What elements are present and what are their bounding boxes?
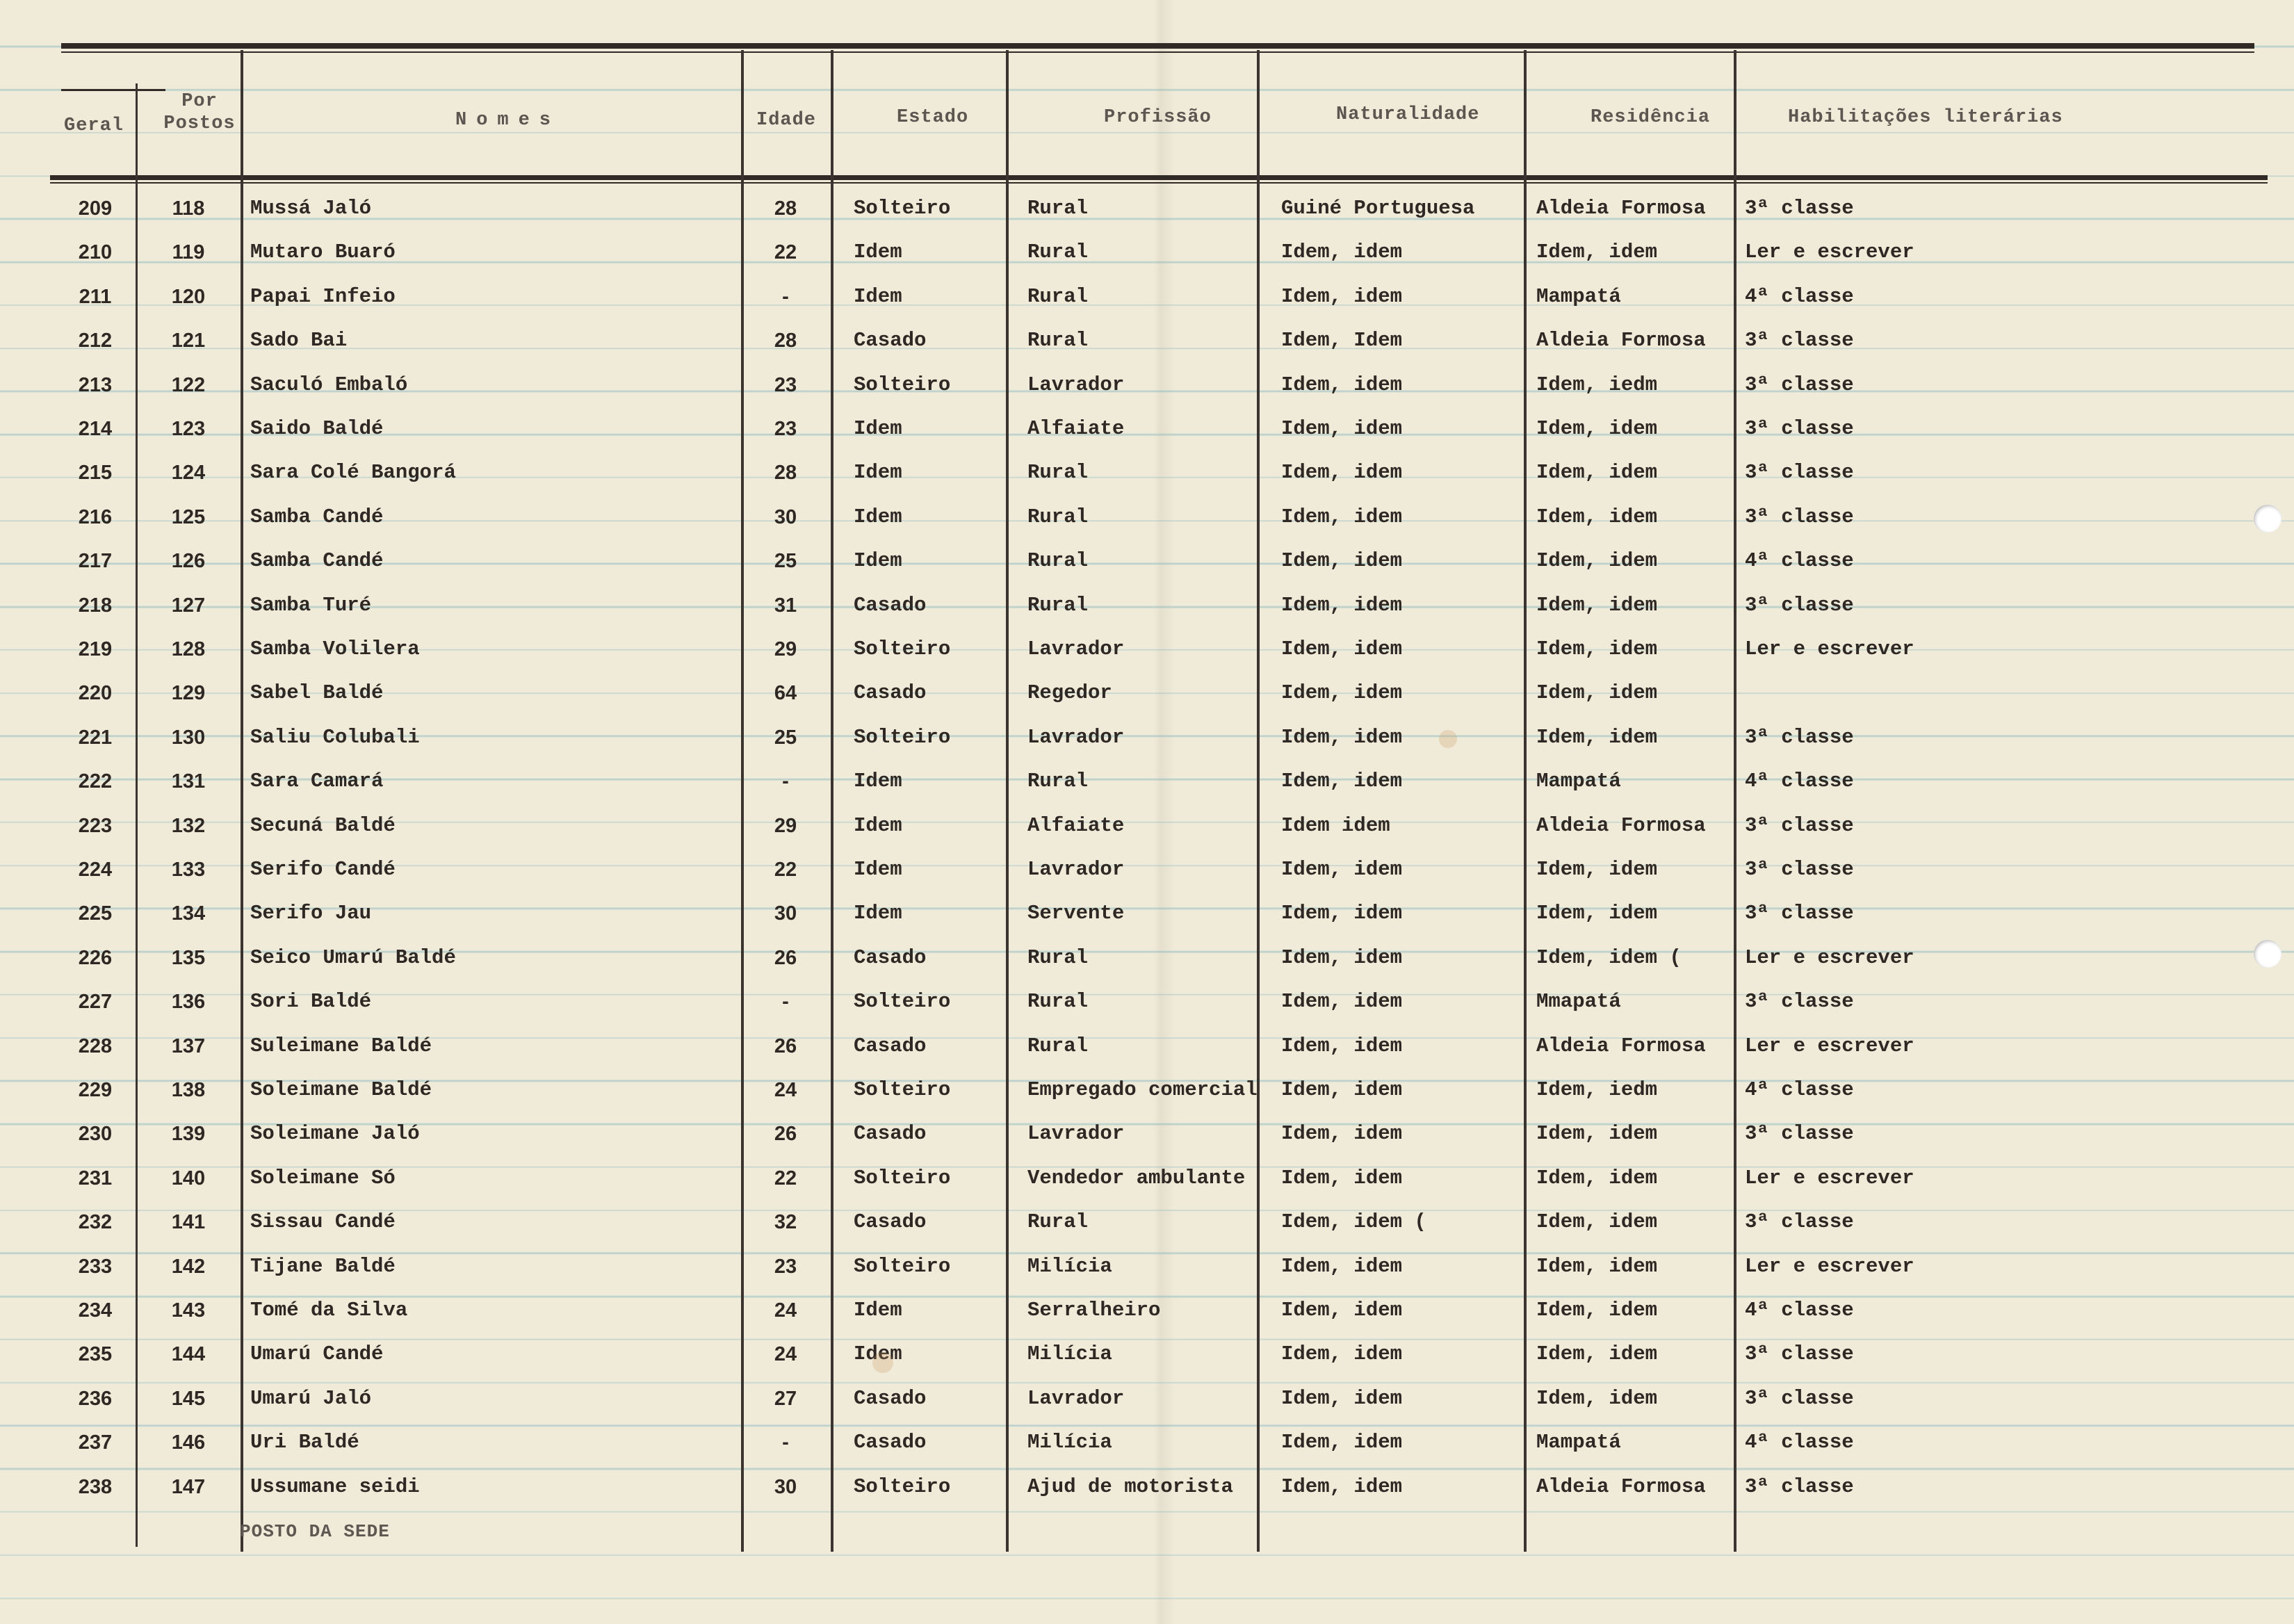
cell-profissao: Empregado comercial [1027, 1078, 1258, 1101]
cell-posto: 146 [171, 1431, 206, 1454]
cell-posto: 135 [171, 946, 206, 969]
cell-habilitacoes: 3ª classe [1745, 1475, 1854, 1498]
cell-idade: 23 [774, 418, 797, 440]
cell-geral: 217 [78, 550, 113, 573]
cell-nome: Saculó Embaló [250, 373, 408, 396]
cell-geral: 237 [78, 1431, 113, 1454]
cell-estado: Casado [854, 1210, 927, 1234]
col-divider-habilitacoes [1734, 50, 1736, 1552]
cell-habilitacoes: 3ª classe [1745, 461, 1854, 485]
cell-nome: Mussá Jaló [250, 197, 372, 220]
cell-geral: 229 [78, 1079, 113, 1101]
cell-posto: 125 [171, 505, 206, 528]
cell-residencia: Mampatá [1536, 770, 1621, 793]
top-rule [61, 43, 2254, 49]
cell-posto: 137 [171, 1034, 206, 1057]
cell-estado: Casado [854, 681, 927, 705]
cell-geral: 226 [78, 946, 113, 969]
cell-nome: Umarú Candé [250, 1342, 384, 1366]
cell-naturalidade: Idem, idem [1281, 549, 1403, 573]
cell-profissao: Rural [1027, 770, 1089, 793]
cell-profissao: Serralheiro [1027, 1299, 1161, 1322]
cell-estado: Casado [854, 1034, 927, 1057]
cell-posto: 136 [171, 991, 206, 1014]
cell-naturalidade: Idem, idem [1281, 1078, 1403, 1101]
cell-naturalidade: Idem, idem [1281, 1034, 1403, 1057]
cell-residencia: Aldeia Formosa [1536, 1034, 1706, 1057]
cell-naturalidade: Idem, idem [1281, 1386, 1403, 1410]
cell-profissao: Rural [1027, 1034, 1089, 1057]
cell-posto: 142 [171, 1255, 206, 1278]
cell-idade: 23 [774, 373, 797, 396]
cell-geral: 225 [78, 902, 113, 925]
header-por-postos: Por Postos [163, 91, 236, 134]
cell-habilitacoes: 4ª classe [1745, 1431, 1854, 1454]
cell-idade: - [782, 285, 789, 308]
header-profissao: Profissão [1104, 107, 1212, 128]
cell-profissao: Lavrador [1027, 373, 1125, 396]
cell-habilitacoes: 3ª classe [1745, 593, 1854, 617]
cell-habilitacoes: 3ª classe [1745, 902, 1854, 925]
cell-geral: 238 [78, 1475, 113, 1498]
cell-posto: 129 [171, 682, 206, 705]
cell-geral: 210 [78, 241, 113, 264]
stain [1439, 730, 1457, 748]
cell-profissao: Alfaiate [1027, 813, 1125, 837]
cell-profissao: Rural [1027, 284, 1089, 308]
cell-estado: Solteiro [854, 990, 951, 1014]
cell-habilitacoes: Ler e escrever [1745, 1166, 1914, 1189]
cell-estado: Idem [854, 461, 902, 485]
cell-idade: - [782, 991, 789, 1014]
cell-habilitacoes: 3ª classe [1745, 505, 1854, 528]
cell-habilitacoes: 4ª classe [1745, 1299, 1854, 1322]
cell-naturalidade: Idem, idem [1281, 373, 1403, 396]
geral-underline [61, 89, 165, 91]
cell-habilitacoes: 4ª classe [1745, 549, 1854, 573]
cell-residencia: Idem, idem [1536, 1342, 1658, 1366]
cell-habilitacoes: 3ª classe [1745, 1210, 1854, 1234]
cell-idade: 24 [774, 1079, 797, 1101]
header-residencia: Residência [1591, 107, 1711, 128]
cell-residencia: Aldeia Formosa [1536, 329, 1706, 352]
cell-estado: Idem [854, 813, 902, 837]
cell-habilitacoes: 4ª classe [1745, 284, 1854, 308]
cell-habilitacoes: Ler e escrever [1745, 638, 1914, 660]
cell-geral: 233 [78, 1255, 113, 1278]
cell-nome: Papai Infeio [250, 284, 396, 308]
cell-idade: 26 [774, 1034, 797, 1057]
cell-residencia: Idem, idem [1536, 417, 1658, 440]
cell-estado: Casado [854, 329, 927, 352]
cell-habilitacoes: 3ª classe [1745, 197, 1854, 220]
cell-profissao: Lavrador [1027, 1386, 1125, 1410]
cell-estado: Casado [854, 1386, 927, 1410]
cell-residencia: Idem, iedm [1536, 1078, 1658, 1101]
cell-estado: Solteiro [854, 373, 951, 396]
cell-idade: 64 [774, 682, 797, 705]
cell-residencia: Idem, idem [1536, 549, 1658, 573]
cell-naturalidade: Idem, idem [1281, 1254, 1403, 1278]
header-naturalidade: Naturalidade [1336, 104, 1480, 125]
cell-naturalidade: Idem, idem [1281, 417, 1403, 440]
cell-profissao: Regedor [1027, 681, 1112, 705]
cell-nome: Sori Baldé [250, 990, 372, 1014]
cell-posto: 130 [171, 726, 206, 749]
cell-profissao: Milícia [1027, 1431, 1112, 1454]
cell-posto: 119 [172, 241, 205, 264]
cell-residencia: Idem, idem [1536, 1299, 1658, 1322]
cell-residencia: Idem, iedm [1536, 373, 1658, 396]
stain [872, 1352, 893, 1373]
cell-profissao: Rural [1027, 505, 1089, 528]
cell-idade: 30 [774, 505, 797, 528]
cell-posto: 120 [171, 285, 206, 308]
cell-geral: 220 [78, 682, 113, 705]
cell-estado: Idem [854, 284, 902, 308]
cell-geral: 213 [78, 373, 113, 396]
cell-posto: 124 [171, 462, 206, 485]
cell-nome: Sara Camará [250, 770, 384, 793]
cell-geral: 231 [78, 1167, 113, 1189]
cell-estado: Casado [854, 1431, 927, 1454]
cell-residencia: Idem, idem [1536, 1254, 1658, 1278]
cell-posto: 143 [171, 1299, 206, 1322]
cell-estado: Casado [854, 593, 927, 617]
footer-posto-da-sede: POSTO DA SEDE [240, 1521, 390, 1542]
cell-geral: 209 [78, 197, 113, 220]
cell-habilitacoes: Ler e escrever [1745, 1034, 1914, 1057]
header-idade: Idade [756, 110, 817, 131]
cell-naturalidade: Idem, idem [1281, 681, 1403, 705]
cell-naturalidade: Idem, idem [1281, 1342, 1403, 1366]
header-rule-thin [50, 182, 2268, 184]
cell-residencia: Idem, idem [1536, 1122, 1658, 1146]
cell-habilitacoes: 3ª classe [1745, 1386, 1854, 1410]
cell-posto: 138 [171, 1079, 206, 1101]
cell-geral: 214 [78, 418, 113, 440]
cell-estado: Idem [854, 902, 902, 925]
cell-posto: 123 [171, 418, 206, 440]
header-rule [50, 175, 2268, 180]
cell-residencia: Mampatá [1536, 1431, 1621, 1454]
cell-idade: 24 [774, 1343, 797, 1366]
cell-idade: 26 [774, 1123, 797, 1146]
header-geral: Geral [64, 115, 124, 136]
cell-posto: 147 [171, 1475, 206, 1498]
cell-nome: Samba Candé [250, 549, 384, 573]
cell-naturalidade: Idem, idem [1281, 593, 1403, 617]
cell-naturalidade: Idem, idem [1281, 990, 1403, 1014]
cell-estado: Solteiro [854, 1475, 951, 1498]
cell-estado: Idem [854, 549, 902, 573]
cell-naturalidade: Idem, idem [1281, 1122, 1403, 1146]
cell-naturalidade: Idem, idem [1281, 638, 1403, 660]
cell-idade: 29 [774, 638, 797, 660]
cell-nome: Sabel Baldé [250, 681, 384, 705]
cell-estado: Casado [854, 945, 927, 969]
cell-nome: Seico Umarú Baldé [250, 945, 456, 969]
cell-residencia: Idem, idem [1536, 593, 1658, 617]
cell-naturalidade: Idem, idem [1281, 241, 1403, 264]
header-estado: Estado [897, 107, 969, 128]
cell-geral: 221 [78, 726, 113, 749]
cell-residencia: Idem, idem [1536, 241, 1658, 264]
cell-nome: Ussumane seidi [250, 1475, 420, 1498]
cell-estado: Idem [854, 417, 902, 440]
cell-profissao: Ajud de motorista [1027, 1475, 1233, 1498]
cell-profissao: Milícia [1027, 1254, 1112, 1278]
cell-profissao: Lavrador [1027, 858, 1125, 881]
cell-idade: 22 [774, 241, 797, 264]
cell-geral: 235 [78, 1343, 113, 1366]
cell-idade: 30 [774, 902, 797, 925]
cell-habilitacoes: 3ª classe [1745, 725, 1854, 749]
cell-habilitacoes: 4ª classe [1745, 770, 1854, 793]
cell-nome: Soleimane Baldé [250, 1078, 432, 1101]
cell-estado: Idem [854, 1342, 902, 1366]
cell-profissao: Vendedor ambulante [1027, 1166, 1246, 1189]
cell-nome: Samba Volilera [250, 638, 420, 660]
cell-posto: 134 [171, 902, 206, 925]
cell-geral: 218 [78, 594, 113, 617]
cell-estado: Idem [854, 1299, 902, 1322]
cell-posto: 145 [171, 1387, 206, 1410]
cell-naturalidade: Idem, idem [1281, 284, 1403, 308]
cell-estado: Idem [854, 505, 902, 528]
cell-profissao: Rural [1027, 241, 1089, 264]
cell-habilitacoes: 3ª classe [1745, 1122, 1854, 1146]
cell-geral: 215 [78, 462, 113, 485]
cell-naturalidade: Idem, idem [1281, 902, 1403, 925]
cell-posto: 139 [171, 1123, 206, 1146]
cell-idade: 28 [774, 462, 797, 485]
cell-residencia: Idem, idem [1536, 461, 1658, 485]
cell-naturalidade: Idem, idem [1281, 725, 1403, 749]
cell-posto: 144 [171, 1343, 206, 1366]
cell-habilitacoes: 3ª classe [1745, 1342, 1854, 1366]
cell-profissao: Rural [1027, 329, 1089, 352]
cell-naturalidade: Idem, idem [1281, 770, 1403, 793]
cell-posto: 126 [171, 550, 206, 573]
cell-estado: Casado [854, 1122, 927, 1146]
cell-naturalidade: Guiné Portuguesa [1281, 197, 1475, 220]
cell-residencia: Aldeia Formosa [1536, 813, 1706, 837]
cell-habilitacoes: 3ª classe [1745, 373, 1854, 396]
cell-naturalidade: Idem, idem [1281, 1299, 1403, 1322]
cell-estado: Solteiro [854, 197, 951, 220]
punch-hole [2254, 505, 2281, 533]
cell-residencia: Mmapatá [1536, 990, 1621, 1014]
cell-naturalidade: Idem, idem [1281, 461, 1403, 485]
cell-estado: Idem [854, 770, 902, 793]
cell-residencia: Idem, idem [1536, 681, 1658, 705]
punch-hole [2254, 940, 2281, 968]
cell-habilitacoes: 3ª classe [1745, 329, 1854, 352]
cell-posto: 140 [171, 1167, 206, 1189]
cell-idade: 26 [774, 946, 797, 969]
cell-profissao: Milícia [1027, 1342, 1112, 1366]
cell-nome: Umarú Jaló [250, 1386, 372, 1410]
cell-nome: Sado Bai [250, 329, 348, 352]
cell-posto: 127 [171, 594, 206, 617]
cell-geral: 224 [78, 859, 113, 881]
cell-nome: Tomé da Silva [250, 1299, 408, 1322]
cell-habilitacoes: 3ª classe [1745, 813, 1854, 837]
cell-idade: - [782, 770, 789, 793]
cell-nome: Sissau Candé [250, 1210, 396, 1234]
cell-posto: 128 [171, 638, 206, 660]
cell-naturalidade: Idem, idem [1281, 1166, 1403, 1189]
cell-estado: Solteiro [854, 1166, 951, 1189]
cell-nome: Saido Baldé [250, 417, 384, 440]
cell-geral: 222 [78, 770, 113, 793]
cell-nome: Secuná Baldé [250, 813, 396, 837]
col-divider-estado [831, 50, 833, 1552]
cell-idade: - [782, 1431, 789, 1454]
cell-naturalidade: Idem, Idem [1281, 329, 1403, 352]
cell-nome: Soleimane Só [250, 1166, 396, 1189]
cell-residencia: Aldeia Formosa [1536, 197, 1706, 220]
cell-estado: Idem [854, 858, 902, 881]
cell-idade: 28 [774, 197, 797, 220]
cell-residencia: Idem, idem [1536, 638, 1658, 660]
cell-idade: 28 [774, 330, 797, 352]
cell-estado: Solteiro [854, 638, 951, 660]
cell-nome: Saliu Colubali [250, 725, 420, 749]
col-divider-profissao [1006, 50, 1009, 1552]
cell-estado: Idem [854, 241, 902, 264]
cell-habilitacoes: 3ª classe [1745, 990, 1854, 1014]
cell-profissao: Lavrador [1027, 1122, 1125, 1146]
cell-geral: 228 [78, 1034, 113, 1057]
header-habilitacoes: Habilitações literárias [1788, 107, 2063, 128]
cell-habilitacoes: 4ª classe [1745, 1078, 1854, 1101]
cell-profissao: Rural [1027, 549, 1089, 573]
cell-geral: 211 [79, 285, 112, 308]
cell-nome: Serifo Candé [250, 858, 396, 881]
cell-profissao: Lavrador [1027, 725, 1125, 749]
cell-residencia: Idem, idem [1536, 1386, 1658, 1410]
cell-geral: 230 [78, 1123, 113, 1146]
cell-profissao: Rural [1027, 197, 1089, 220]
cell-geral: 216 [78, 505, 113, 528]
cell-geral: 232 [78, 1211, 113, 1234]
cell-naturalidade: Idem, idem [1281, 858, 1403, 881]
cell-habilitacoes: Ler e escrever [1745, 1254, 1914, 1278]
cell-idade: 29 [774, 814, 797, 837]
cell-nome: Soleimane Jaló [250, 1122, 420, 1146]
cell-profissao: Lavrador [1027, 638, 1125, 660]
cell-residencia: Idem, idem [1536, 1166, 1658, 1189]
cell-idade: 24 [774, 1299, 797, 1322]
header-nomes: Nomes [455, 110, 561, 131]
cell-naturalidade: Idem, idem [1281, 945, 1403, 969]
cell-geral: 212 [78, 330, 113, 352]
cell-naturalidade: Idem idem [1281, 813, 1390, 837]
cell-profissao: Servente [1027, 902, 1125, 925]
cell-posto: 132 [171, 814, 206, 837]
cell-profissao: Rural [1027, 461, 1089, 485]
cell-idade: 27 [774, 1387, 797, 1410]
cell-nome: Samba Candé [250, 505, 384, 528]
cell-posto: 122 [171, 373, 206, 396]
cell-residencia: Idem, idem [1536, 505, 1658, 528]
cell-estado: Solteiro [854, 1254, 951, 1278]
cell-profissao: Rural [1027, 1210, 1089, 1234]
col-divider-idade [741, 50, 744, 1552]
cell-idade: 23 [774, 1255, 797, 1278]
cell-idade: 30 [774, 1475, 797, 1498]
cell-residencia: Idem, idem [1536, 858, 1658, 881]
cell-profissao: Alfaiate [1027, 417, 1125, 440]
cell-geral: 227 [78, 991, 113, 1014]
col-divider-residencia [1524, 50, 1527, 1552]
cell-residencia: Idem, idem [1536, 902, 1658, 925]
cell-estado: Solteiro [854, 725, 951, 749]
cell-residencia: Aldeia Formosa [1536, 1475, 1706, 1498]
cell-idade: 22 [774, 859, 797, 881]
col-divider-naturalidade [1257, 50, 1260, 1552]
cell-naturalidade: Idem, idem [1281, 1475, 1403, 1498]
cell-residencia: Idem, idem ( [1536, 945, 1682, 969]
cell-idade: 31 [774, 594, 797, 617]
cell-naturalidade: Idem, idem [1281, 505, 1403, 528]
cell-idade: 25 [774, 550, 797, 573]
cell-geral: 223 [78, 814, 113, 837]
col-divider-nomes [241, 50, 243, 1552]
cell-nome: Tijane Baldé [250, 1254, 396, 1278]
cell-posto: 141 [171, 1211, 206, 1234]
cell-idade: 32 [774, 1211, 797, 1234]
cell-idade: 22 [774, 1167, 797, 1189]
cell-geral: 236 [78, 1387, 113, 1410]
cell-posto: 131 [171, 770, 206, 793]
cell-residencia: Idem, idem [1536, 1210, 1658, 1234]
cell-profissao: Rural [1027, 990, 1089, 1014]
cell-posto: 118 [172, 197, 205, 220]
cell-posto: 121 [171, 330, 206, 352]
cell-residencia: Mampatá [1536, 284, 1621, 308]
cell-nome: Suleimane Baldé [250, 1034, 432, 1057]
cell-residencia: Idem, idem [1536, 725, 1658, 749]
cell-habilitacoes: Ler e escrever [1745, 241, 1914, 264]
cell-nome: Mutaro Buaró [250, 241, 396, 264]
top-rule-thin [61, 51, 2254, 53]
cell-nome: Sara Colé Bangorá [250, 461, 456, 485]
cell-naturalidade: Idem, idem ( [1281, 1210, 1426, 1234]
cell-profissao: Rural [1027, 593, 1089, 617]
cell-habilitacoes: Ler e escrever [1745, 945, 1914, 969]
cell-nome: Uri Baldé [250, 1431, 359, 1454]
cell-posto: 133 [171, 859, 206, 881]
cell-habilitacoes: 3ª classe [1745, 417, 1854, 440]
cell-profissao: Rural [1027, 945, 1089, 969]
cell-geral: 219 [78, 638, 113, 660]
cell-nome: Samba Turé [250, 593, 372, 617]
cell-geral: 234 [78, 1299, 113, 1322]
cell-nome: Serifo Jau [250, 902, 372, 925]
cell-habilitacoes: 3ª classe [1745, 858, 1854, 881]
cell-idade: 25 [774, 726, 797, 749]
cell-naturalidade: Idem, idem [1281, 1431, 1403, 1454]
cell-estado: Solteiro [854, 1078, 951, 1101]
